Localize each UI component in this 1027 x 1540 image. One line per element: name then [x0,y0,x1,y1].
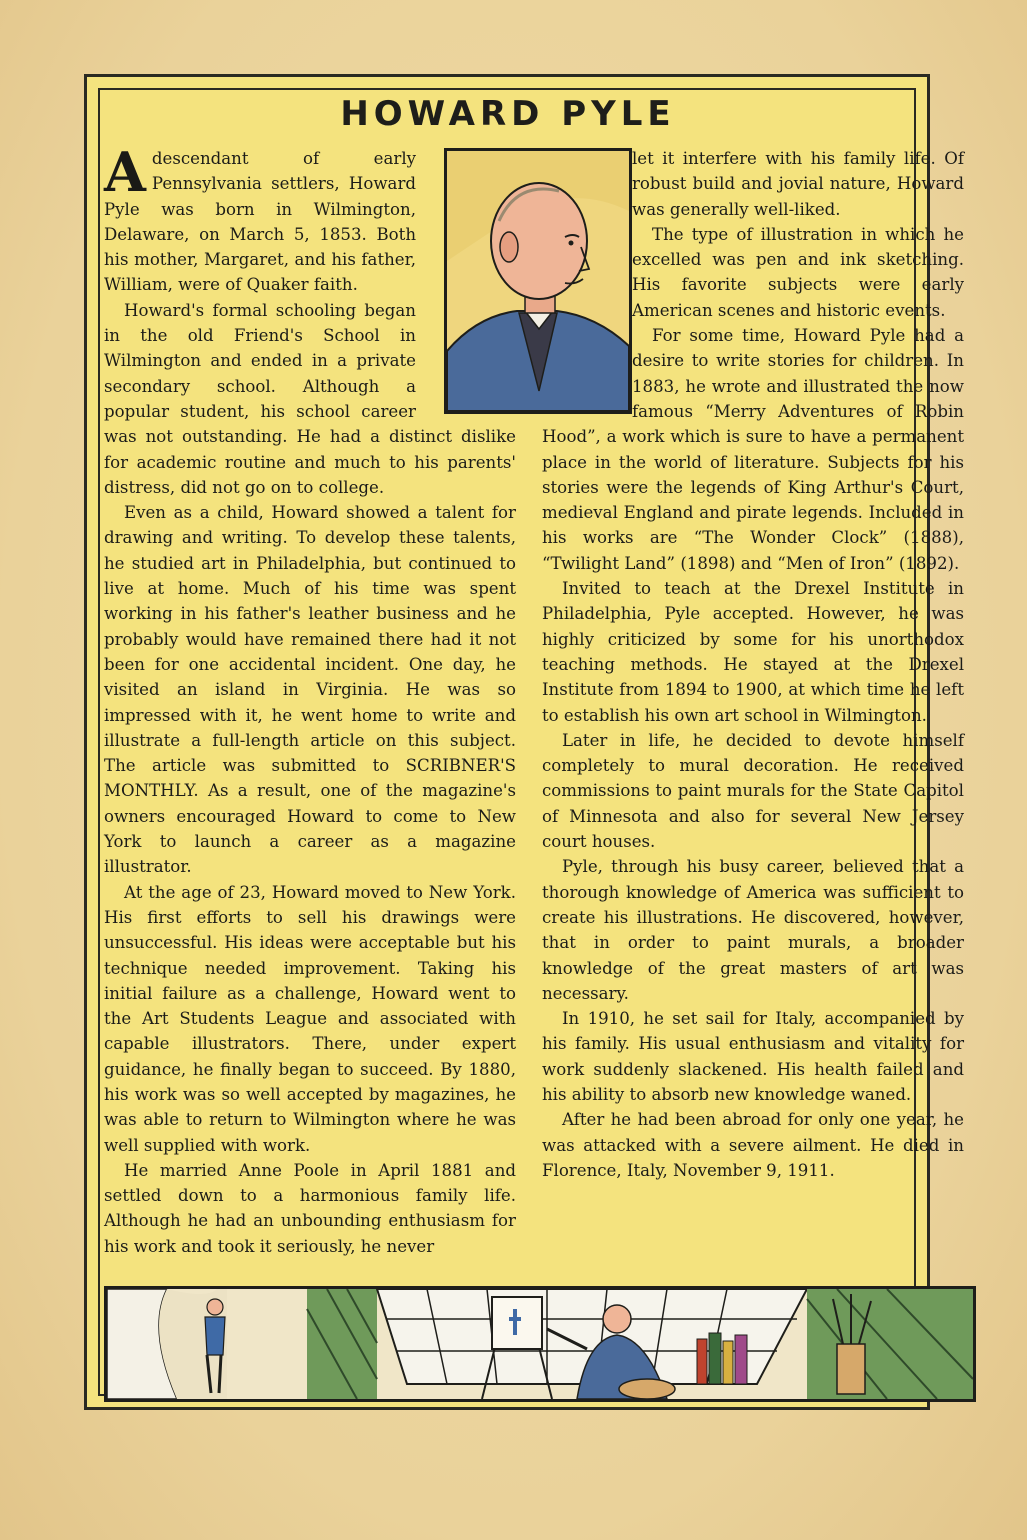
paragraph-3: Even as a child, Howard showed a talent for drawing and writing. To develop these talents, he studied art in Philadelphia, but continued to live at home. Much of his time was spent working in his father's leather business and he probably would have remained there had it not been for one accidental incident. One day, he visited an island in Virginia. He was so impressed with it, he went home to write and illustrate a full-length article on this subject. The article was submitted to SCRIBNER'S MONTHLY. As a result, one of the magazine's owners encouraged Howard to come to New York to launch a career as a magazine illustrator. [104,503,516,877]
studio-scene-illustration [104,1286,976,1402]
left-column [104,140,516,1259]
paragraph-11: Pyle, through his busy career, believed that a thorough knowledge of America was sufficient to create his illustrations. He discovered, however, that in order to paint murals, a broader knowledge of the great masters of art was necessary. [542,857,964,1003]
paragraph-8: For some time, Howard Pyle had a desire to write stories for children. In 1883, he wrote and illustrated the now famous “Merry Adventures of Robin Hood”, a work which is sure to have a permanent place in the world of literature. Subjects for his stories were the legends of King Arthur's Court, medieval England and pirate legends. Included in his works are “The Wonder Clock” (1888), “Twilight Land” (1898) and “Men of Iron” (1892). [542,326,964,573]
paragraph-4: At the age of 23, Howard moved to New York. His first efforts to sell his drawings were unsuccessful. His ideas were acceptable but his technique needed improvement. Taking his initial failure as a challenge, Howard went to the Art Students League and associated with capable illustrators. There, under expert guidance, he finally began to succeed. By 1880, his work was so well accepted by magazines, he was able to return to Wilmington where he was well supplied with work. [104,882,516,1155]
paragraph-2: Howard's formal schooling began in the old Friend's School in Wilmington and ended in a private secondary school. Although a popular student, his school career was not outstanding. He had a distinct dislike for academic routine and much to his parents' distress, did not go on to college. [104,300,516,497]
portrait-wrap-spacer [416,146,516,416]
paragraph-9: Invited to teach at the Drexel Institute in Philadelphia, Pyle accepted. However, he was highly criticized by some for his unorthodox teaching methods. He stayed at the Drexel Institute from 1894 to 1900, at which time he left to establish his own art school in Wilmington. [542,579,964,725]
paragraph-7: The type of illustration in which he excelled was pen and ink sketching. His favorite subjects were early American scenes and historic events. [632,224,964,320]
artist-studio-icon [107,1289,973,1399]
paragraph-10: Later in life, he decided to devote himself completely to mural decoration. He received commissions to paint murals for the State Capitol of Minnesota and also for several New Jersey court houses. [542,730,964,852]
paragraph-6: let it interfere with his family life. Of robust build and jovial nature, Howard was generally well-liked. [632,149,964,219]
paragraph-5: He married Anne Poole in April 1881 and settled down to a harmonious family life. Although he had an unbounding enthusiasm for his work and took it seriously, he never [104,1160,516,1256]
paragraph-12: In 1910, he set sail for Italy, accompanied by his family. His usual enthusiasm and vitality for work suddenly slackened. His health failed and his ability to absorb new knowledge waned. [542,1009,964,1104]
drop-cap: A [104,140,146,204]
portrait-wrap-spacer-right [542,146,632,416]
article-title: HOWARD PYLE [340,94,676,134]
paragraph-1-text: descendant of early Pennsylvania settlers, Howard Pyle was born in Wilmington, Delaware, on March 5, 1853. Both his mother, Margaret, and his father, William, were of Quaker faith. [104,149,416,295]
right-column [542,146,964,1183]
paragraph-13: After he had been abroad for only one year, he was attacked with a severe ailment. He died in Florence, Italy, November 9, 1911. [542,1110,964,1180]
